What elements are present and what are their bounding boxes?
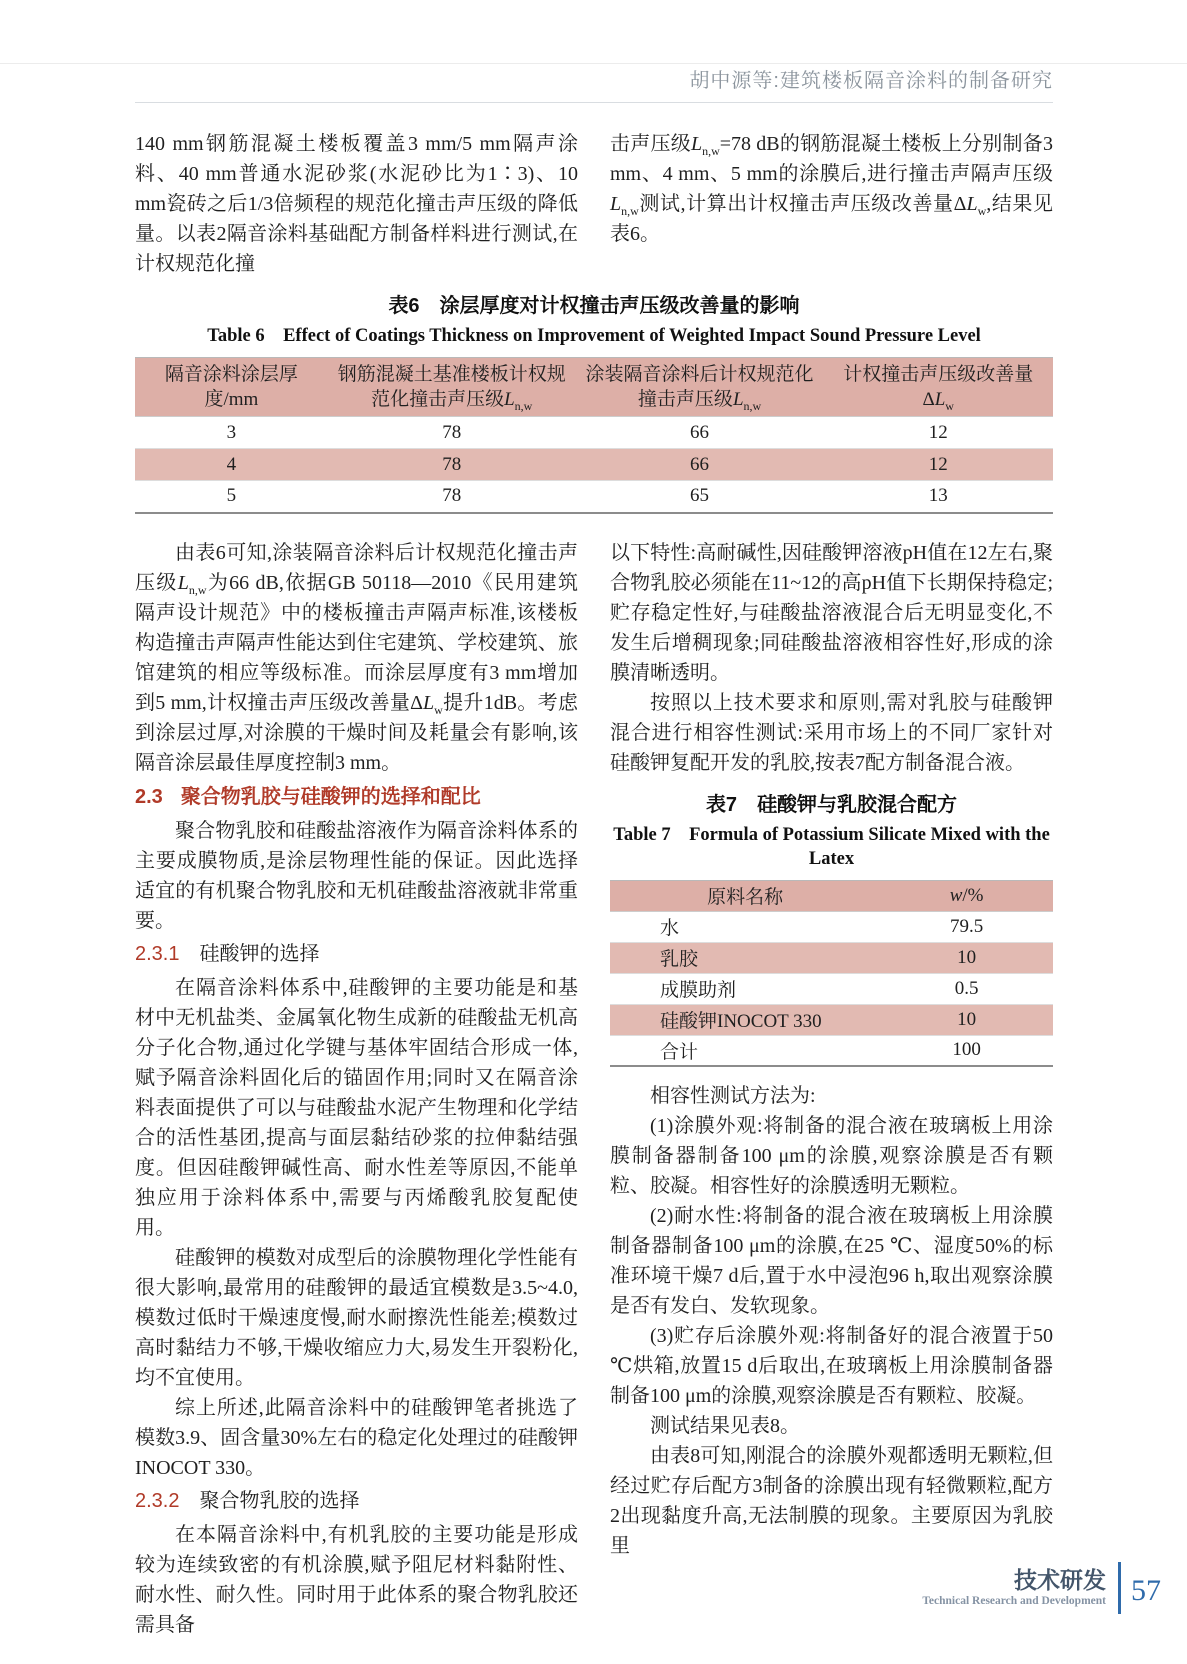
table6-caption-en (135, 324, 1053, 348)
paragraph: 测试结果见表8。 (650, 1415, 800, 1437)
table-cell: 乳胶 (610, 942, 880, 973)
section-title: 聚合物乳胶的选择 (199, 1489, 360, 1512)
table-cell: 13 (928, 485, 948, 507)
table-cell: 硅酸钾INOCOT 330 (610, 1004, 880, 1035)
table7-header-row (610, 880, 1053, 911)
table-cell: 4 (135, 449, 328, 481)
table6-caption-title-zh: 涂层厚度对计权撞击声压级改善量的影响 (439, 295, 800, 317)
footer-text (922, 1567, 1106, 1609)
table6-caption-label-zh: 表6 (388, 295, 420, 317)
table-cell: 100 (952, 1039, 981, 1061)
table7-row (610, 942, 1053, 973)
paragraph-intro-left: 140 mm钢筋混凝土楼板覆盖3 mm/5 mm隔声涂料、40 mm普通水泥砂浆(水泥砂比为1∶3)、10 mm瓷砖之后1/3倍频程的规范化撞击声压级的降低量。以表2隔音涂料基础配方制备样料进行测试,在计权规范化撞 (135, 133, 578, 275)
table-cell: 10 (880, 1004, 1053, 1035)
paragraph: 由表8可知,刚混合的涂膜外观都透明无颗粒,但经过贮存后配方3制备的涂膜出现有轻微颗粒,配方2出现黏度升高,无法制膜的现象。主要原因为乳胶里 (610, 1445, 1053, 1557)
intro-left-column (135, 129, 578, 279)
journal-page (0, 64, 1187, 1664)
table-cell: 10 (880, 942, 1053, 973)
paragraph: 在本隔音涂料中,有机乳胶的主要功能是形成较为连续致密的有机涂膜,赋予阻尼材料黏附性、耐水性、耐久性。同时用于此体系的聚合物乳胶还需具备 (135, 1523, 578, 1636)
table-cell: 水 (660, 918, 680, 939)
table-cell: 78 (328, 449, 576, 481)
section-number: 2.3.1 (135, 942, 180, 965)
table7-caption-title-zh: 硅酸钾与乳胶混合配方 (757, 793, 958, 816)
section-heading-2-3 (135, 782, 578, 813)
paragraph: 以下特性:高耐碱性,因硅酸钾溶液pH值在12左右,聚合物乳胶必须能在11~12的高pH值下长期保持稳定;贮存稳定性好,与硅酸盐溶液混合后无明显变化,不发生后增稠现象;同硅酸盐溶液相容性好,形成的涂膜清晰透明。 (610, 541, 1053, 684)
footer-divider (1118, 1562, 1121, 1614)
footer-section-zh: 技术研发 (1014, 1567, 1106, 1593)
page-footer (922, 1562, 1161, 1614)
paragraph-intro-right: 击声压级$L_{n,w}=78$ dB的钢筋混凝土楼板上分别制备3 mm、4 mm、5 mm的涂膜后,进行撞击声隔声压级$L_{n,w}$测试,计算出计权撞击声压级改善量$\Delta L_w$,结果见表6。 (610, 133, 1053, 245)
table-cell: 66 (576, 449, 824, 481)
running-head: 胡中源等:建筑楼板隔音涂料的制备研究 (689, 70, 1053, 92)
table7 (610, 880, 1053, 1068)
paragraph: 聚合物乳胶和硅酸盐溶液作为隔音涂料体系的主要成膜物质,是涂层物理性能的保证。因此选择适宜的有机聚合物乳胶和无机硅酸盐溶液就非常重要。 (135, 819, 578, 932)
footer-section-en: Technical Research and Development (922, 1595, 1106, 1607)
section-heading-2-3-1 (135, 939, 578, 970)
paragraph: 综上所述,此隔音涂料中的硅酸钾笔者挑选了模数3.9、固含量30%左右的稳定化处理过的硅酸钾INOCOT 330。 (135, 1396, 578, 1479)
table-cell: 成膜助剂 (660, 980, 737, 1001)
table7-row (610, 1035, 1053, 1066)
paragraph: (1)涂膜外观:将制备的混合液在玻璃板上用涂膜制备器制备100 μm的涂膜,观察涂膜是否有颗粒、胶凝。相容性好的涂膜透明无颗粒。 (610, 1115, 1053, 1197)
paragraph: 在隔音涂料体系中,硅酸钾的主要功能是和基材中无机盐类、金属氧化物生成新的硅酸盐无机高分子化合物,通过化学键与基体牢固结合形成一体,赋予隔音涂料固化后的锚固作用;同时又在隔音涂料表面提供了可以与硅酸盐水泥产生物理和化学结合的活性基团,提高与面层黏结砂浆的拉伸黏结强度。但因硅酸钾碱性高、耐水性差等原因,不能单独应用于涂料体系中,需要与丙烯酸乳胶复配使用。 (135, 976, 578, 1239)
table6-row (135, 449, 1053, 481)
page-content (135, 129, 1053, 1640)
table7-caption-label-zh: 表7 (705, 793, 738, 816)
table6-header-cell: 钢筋混凝土基准楼板计权规范化撞击声压级$L_{n,w}$ (328, 358, 576, 417)
table6-caption-label-en: Table 6 (207, 326, 265, 346)
table-cell: 12 (928, 421, 948, 443)
table-cell: 79.5 (949, 915, 984, 937)
page-header (135, 64, 1053, 103)
table-cell: 12 (823, 449, 1053, 481)
page-number: 57 (1131, 1574, 1161, 1607)
table-cell: 0.5 (954, 977, 979, 999)
table7-caption-label-en: Table 7 (613, 824, 671, 845)
section-number: 2.3 (135, 785, 163, 808)
paragraph: 由表6可知,涂装隔音涂料后计权规范化撞击声压级$L_{n,w}$为66 dB,依据GB 50118—2010《民用建筑隔声设计规范》中的楼板撞击声隔声标准,该楼板构造撞击声隔声性能达到住宅建筑、学校建筑、旅馆建筑的相应等级标准。而涂层厚度有3 mm增加到5 mm,计权撞击声压级改善量$\Delta L_w$提升1dB。考虑到涂层过厚,对涂膜的干燥时间及耗量会有影响,该隔音涂层最佳厚度控制3 mm。 (135, 541, 578, 774)
table7-row (610, 911, 1053, 942)
paragraph: 硅酸钾的模数对成型后的涂膜物理化学性能有很大影响,最常用的硅酸钾的最适宜模数是3.5~4.0,模数过低时干燥速度慢,耐水耐擦洗性能差;模数过高时黏结力不够,干燥收缩应力大,易发生开裂粉化,均不宜使用。 (135, 1246, 578, 1389)
body-columns (135, 538, 1053, 1640)
table7-row (610, 973, 1053, 1004)
table-cell: 65 (690, 485, 710, 507)
table-cell: 78 (442, 485, 462, 507)
section-title: 硅酸钾的选择 (199, 942, 320, 965)
table6-header-row (135, 358, 1053, 417)
right-column (610, 538, 1053, 1640)
left-column (135, 538, 578, 1640)
table7-caption-en (610, 823, 1053, 871)
table7-caption-zh (610, 792, 1053, 818)
table6-header-cell: 涂装隔音涂料后计权规范化撞击声压级$L_{n,w}$ (576, 358, 824, 417)
table7-row (610, 1004, 1053, 1035)
paragraph: (3)贮存后涂膜外观:将制备好的混合液置于50 ℃烘箱,放置15 d后取出,在玻璃板上用涂膜制备器制备100 μm的涂膜,观察涂膜是否有颗粒、胶凝。 (610, 1325, 1053, 1407)
table6-row (135, 417, 1053, 449)
intro-columns (135, 129, 1053, 279)
table6-row (135, 481, 1053, 513)
table-cell: 78 (442, 421, 462, 443)
table-cell: 3 (226, 421, 237, 443)
intro-right-column (610, 129, 1053, 279)
table7-block (610, 792, 1053, 1068)
paragraph: 按照以上技术要求和原则,需对乳胶与硅酸钾混合进行相容性测试:采用市场上的不同厂家针对硅酸钾复配开发的乳胶,按表7配方制备混合液。 (610, 691, 1053, 774)
table6-caption-zh (135, 293, 1053, 319)
table6-header-cell: 隔音涂料涂层厚度/mm (135, 358, 328, 417)
table6-caption-title-en: Effect of Coatings Thickness on Improvement of Weighted Impact Sound Pressure Level (283, 326, 981, 346)
table6-block (135, 293, 1053, 514)
table7-header-cell: w/% (880, 880, 1053, 911)
table6-header-cell: 计权撞击声压级改善量$\Delta L_w$ (823, 358, 1053, 417)
table7-caption-title-en: Formula of Potassium Silicate Mixed with the Latex (689, 824, 1050, 869)
paragraph: 相容性测试方法为: (650, 1085, 816, 1107)
section-title: 聚合物乳胶与硅酸钾的选择和配比 (180, 785, 481, 808)
table-cell: 5 (226, 485, 237, 507)
section-number: 2.3.2 (135, 1489, 180, 1512)
section-heading-2-3-2 (135, 1486, 578, 1517)
table6 (135, 357, 1053, 514)
paragraph: (2)耐水性:将制备的混合液在玻璃板上用涂膜制备器制备100 μm的涂膜,在25 ℃、湿度50%的标准环境干燥7 d后,置于水中浸泡96 h,取出观察涂膜是否有发白、发软现象。 (610, 1205, 1053, 1317)
table-cell: 66 (690, 421, 710, 443)
table7-header-cell: 原料名称 (610, 880, 880, 911)
table-cell: 合计 (660, 1041, 699, 1063)
